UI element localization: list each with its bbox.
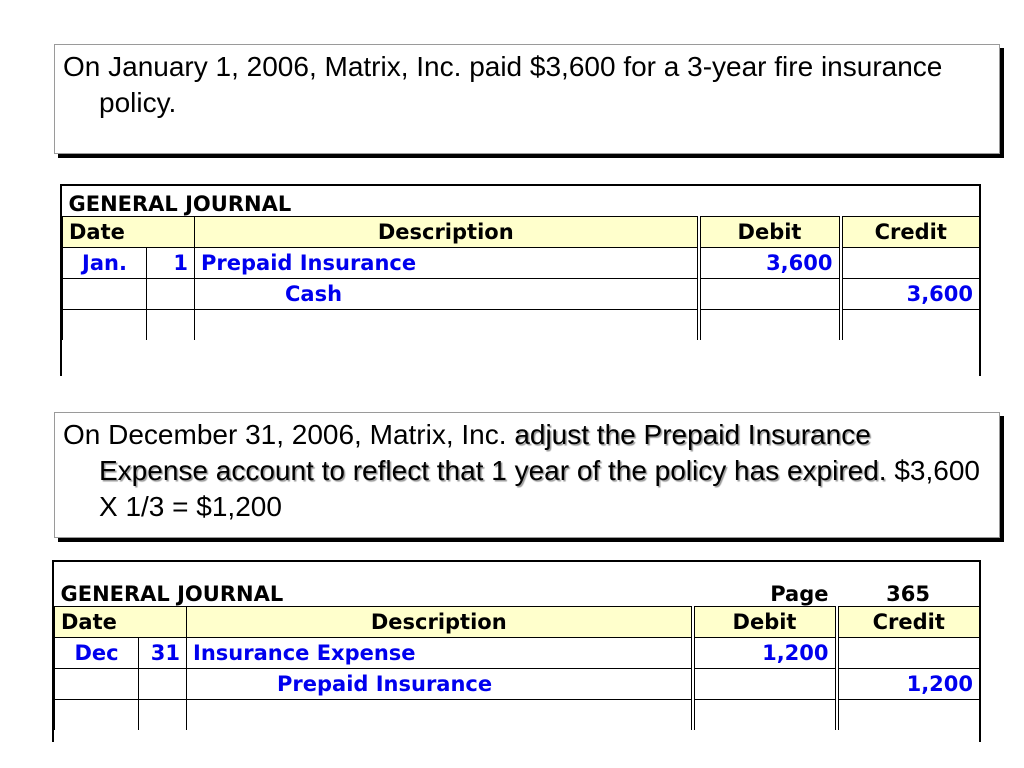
entry-debit: 1,200 — [693, 637, 837, 668]
empty-cell — [187, 699, 693, 730]
journal-title-row — [55, 562, 980, 606]
entry-credit — [837, 637, 980, 668]
page-number: 365 — [886, 581, 930, 606]
journal-title-row — [63, 186, 980, 217]
header-date: Date — [63, 217, 195, 248]
empty-cell — [63, 310, 147, 341]
empty-cell — [55, 699, 139, 730]
table-row — [55, 668, 980, 699]
empty-cell — [699, 310, 841, 341]
entry-day — [139, 668, 187, 699]
entry-credit: 1,200 — [837, 668, 980, 699]
entry-description: Cash — [195, 279, 699, 310]
header-debit: Debit — [699, 217, 841, 248]
journal-header-row — [55, 606, 980, 637]
journal-title: GENERAL JOURNAL — [60, 581, 284, 606]
intro-text-2-prefix: On December 31, 2006, Matrix, Inc. — [63, 419, 515, 450]
journal-table-2 — [54, 562, 980, 730]
empty-cell — [693, 699, 837, 730]
empty-cell — [195, 310, 699, 341]
empty-cell — [837, 699, 980, 730]
journal-header-row — [63, 217, 980, 248]
intro-text-2-emphasis: adjust the Prepaid Insurance Expense account to reflect that 1 year of the policy has expired. — [99, 419, 887, 486]
empty-cell — [841, 310, 980, 341]
entry-debit: 3,600 — [699, 248, 841, 279]
general-journal-2 — [52, 560, 981, 742]
header-debit: Debit — [693, 606, 837, 637]
header-credit: Credit — [837, 606, 980, 637]
table-row — [55, 637, 980, 668]
intro-text-1: On January 1, 2006, Matrix, Inc. paid $3,600 for a 3-year fire insurance policy. — [63, 51, 943, 118]
empty-cell — [147, 310, 195, 341]
entry-description: Prepaid Insurance — [187, 668, 693, 699]
entry-credit — [841, 248, 980, 279]
entry-month: Dec — [55, 637, 139, 668]
intro-textbox-1 — [54, 44, 1000, 154]
entry-month: Jan. — [63, 248, 147, 279]
journal-title: GENERAL JOURNAL — [68, 192, 292, 216]
entry-month — [55, 668, 139, 699]
entry-debit — [693, 668, 837, 699]
entry-month — [63, 279, 147, 310]
table-row — [63, 279, 980, 310]
general-journal-1 — [60, 184, 981, 376]
header-description: Description — [195, 217, 699, 248]
intro-textbox-2 — [54, 412, 1000, 538]
table-row — [63, 248, 980, 279]
entry-description: Insurance Expense — [187, 637, 693, 668]
empty-cell — [139, 699, 187, 730]
journal-table-1 — [62, 186, 980, 340]
intro-text-2 — [63, 417, 987, 525]
entry-debit — [699, 279, 841, 310]
header-credit: Credit — [841, 217, 980, 248]
intro-text-2-calculation: $3,600 X 1/3 = $1,200 — [99, 455, 980, 522]
table-row-empty — [55, 699, 980, 730]
entry-day — [147, 279, 195, 310]
entry-day: 31 — [139, 637, 187, 668]
header-description: Description — [187, 606, 693, 637]
entry-description: Prepaid Insurance — [195, 248, 699, 279]
entry-day: 1 — [147, 248, 195, 279]
entry-credit: 3,600 — [841, 279, 980, 310]
header-date: Date — [55, 606, 187, 637]
table-row-empty — [63, 310, 980, 341]
page-label: Page — [770, 581, 829, 606]
